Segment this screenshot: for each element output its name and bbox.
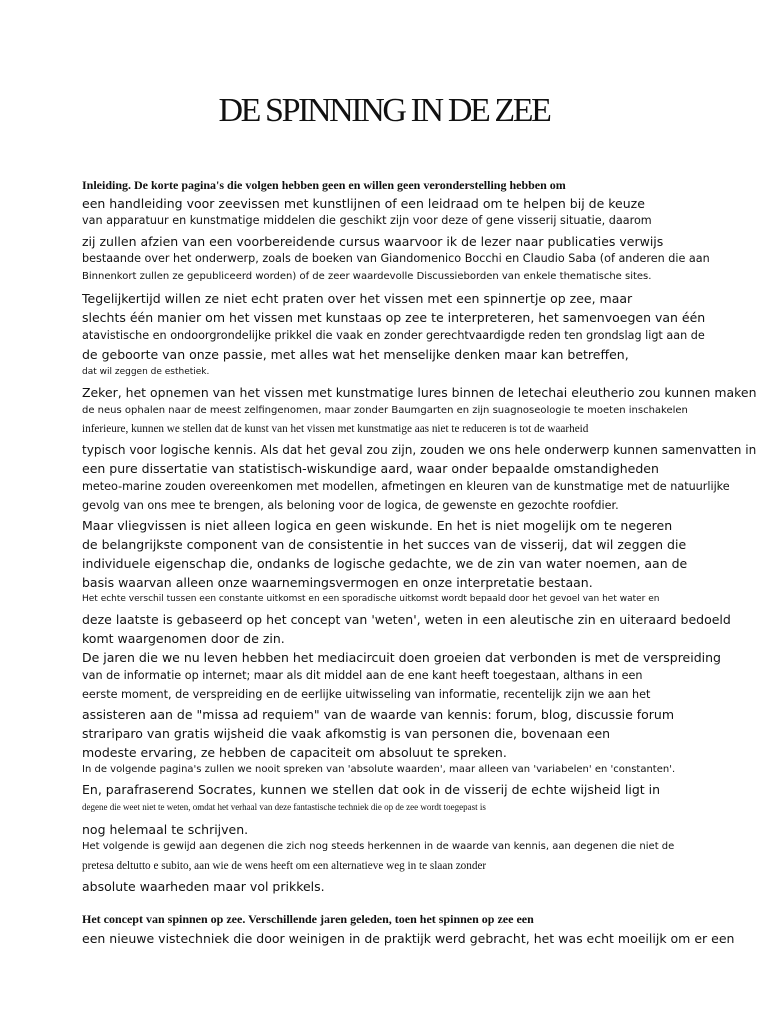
text-line: een handleiding voor zeevissen met kunstlijnen of een leidraad om te helpen bij de keuze (82, 196, 645, 211)
text-line: assisteren aan de "missa ad requiem" van de waarde van kennis: forum, blog, discussie forum (82, 707, 675, 722)
text-line: absolute waarheden maar vol prikkels. (82, 879, 325, 894)
text-line: meteo-marine zouden overeenkomen met modellen, afmetingen en kleuren van de kunstmatige met de natuurlijke (82, 480, 730, 493)
text-line: dat wil zeggen de esthetiek. (82, 367, 210, 377)
text-line: inferieure, kunnen we stellen dat de kunst van het vissen met kunstmatige aas niet te reduceren is tot de waarheid (82, 423, 589, 435)
text-line: Het echte verschil tussen een constante uitkomst en een sporadische uitkomst wordt bepaald door het gevoel van het water en (82, 594, 660, 604)
text-line: komt waargenomen door de zin. (82, 631, 285, 646)
text-line: Het volgende is gewijd aan degenen die zich nog steeds herkennen in de waarde van kennis, aan degenen die niet de (82, 841, 675, 852)
text-line: De jaren die we nu leven hebben het mediacircuit doen groeien dat verbonden is met de verspreiding (82, 650, 721, 665)
text-line: nog helemaal te schrijven. (82, 822, 249, 837)
intro-heading-line: Inleiding. De korte pagina's die volgen hebben geen en willen geen veronderstelling hebben om (82, 178, 566, 192)
text-line: bestaande over het onderwerp, zoals de boeken van Giandomenico Bocchi en Claudio Saba (of anderen die aan (82, 252, 710, 265)
text-line: atavistische en ondoorgrondelijke prikkel die vaak en zonder gerechtvaardigde reden ten grondslag ligt aan de (82, 329, 705, 342)
text-line: Tegelijkertijd willen ze niet echt praten over het vissen met een spinnertje op zee, maar (82, 291, 633, 306)
text-line: typisch voor logische kennis. Als dat het geval zou zijn, zouden we ons hele onderwerp kunnen samenvatten in (82, 442, 757, 457)
text-line: deze laatste is gebaseerd op het concept van 'weten', weten in een aleutische zin en uiteraard bedoeld (82, 612, 731, 627)
text-line: Binnenkort zullen ze gepubliceerd worden) of de zeer waardevolle Discussieborden van enkele thematische sites. (82, 271, 652, 282)
text-line: In de volgende pagina's zullen we nooit spreken van 'absolute waarden', maar alleen van 'variabelen' en 'constanten'. (82, 764, 676, 775)
text-line: gevolg van ons mee te brengen, als beloning voor de logica, de gewenste en gezochte roofdier. (82, 499, 619, 512)
text-line: zij zullen afzien van een voorbereidende cursus waarvoor ik de lezer naar publicaties verwijs (82, 234, 664, 249)
text-line: En, parafraserend Socrates, kunnen we stellen dat ook in de visserij de echte wijsheid ligt in (82, 782, 661, 797)
text-line: slechts één manier om het vissen met kunstaas op zee te interpreteren, het samenvoegen van één (82, 310, 706, 325)
text-line: modeste ervaring, ze hebben de capaciteit om absoluut te spreken. (82, 745, 507, 760)
text-line: de geboorte van onze passie, met alles wat het menselijke denken maar kan betreffen, (82, 347, 629, 362)
page-title: DE SPINNING IN DE ZEE (218, 92, 550, 129)
text-line: individuele eigenschap die, ondanks de logische gedachte, we de zin van water noemen, aan de (82, 556, 688, 571)
text-line: eerste moment, de verspreiding en de eerlijke uitwisseling van informatie, recentelijk zijn we aan het (82, 688, 651, 701)
section-heading-line: Het concept van spinnen op zee. Verschillende jaren geleden, toen het spinnen op zee een (82, 912, 534, 926)
text-line: een nieuwe vistechniek die door weinigen in de praktijk werd gebracht, het was echt moeilijk om er een (82, 931, 735, 946)
text-line: de belangrijkste component van de consistentie in het succes van de visserij, dat wil zeggen die (82, 537, 687, 552)
text-line: de neus ophalen naar de meest zelfingenomen, maar zonder Baumgarten en zijn suagnoseologie te moeten inschakelen (82, 405, 688, 416)
text-line: van apparatuur en kunstmatige middelen die geschikt zijn voor deze of gene visserij situatie, daarom (82, 214, 652, 227)
text-line: van de informatie op internet; maar als dit middel aan de ene kant heeft toegestaan, althans in een (82, 669, 643, 682)
text-line: basis waarvan alleen onze waarnemingsvermogen en onze interpretatie bestaan. (82, 575, 593, 590)
text-line: pretesa deltutto e subito, aan wie de wens heeft om een alternatieve weg in te slaan zonder (82, 860, 487, 872)
text-line: een pure dissertatie van statistisch-wiskundige aard, waar onder bepaalde omstandigheden (82, 461, 659, 476)
text-line: strariparo van gratis wijsheid die vaak afkomstig is van personen die, bovenaan een (82, 726, 611, 741)
text-line: degene die weet niet te weten, omdat het verhaal van deze fantastische techniek die op de zee wordt toegepast is (82, 802, 486, 812)
text-line: Maar vliegvissen is niet alleen logica en geen wiskunde. En het is niet mogelijk om te negeren (82, 518, 673, 533)
text-line: Zeker, het opnemen van het vissen met kunstmatige lures binnen de letechai eleutherio zou kunnen maken (82, 385, 757, 400)
